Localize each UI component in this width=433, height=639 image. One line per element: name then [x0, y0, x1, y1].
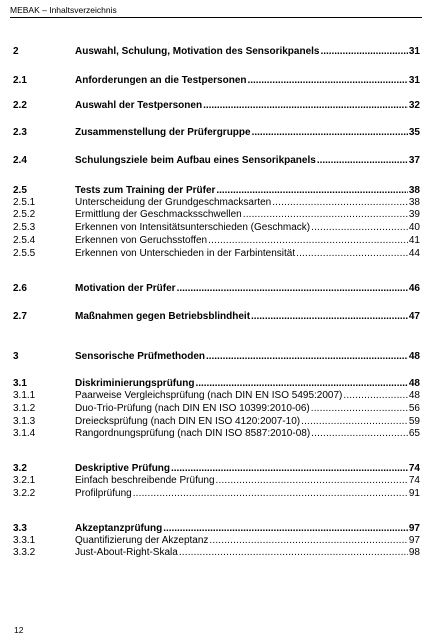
toc-entry-number: 3.1.2 — [13, 403, 36, 414]
toc-entry-title: Tests zum Training der Prüfer — [75, 185, 216, 196]
toc-entry-title: Rangordnungsprüfung (nach DIN ISO 8587:2010-08) — [75, 428, 311, 439]
toc-entry-page: 44 — [408, 248, 420, 259]
toc-dot-leader — [317, 155, 408, 167]
toc-entry-number: 2.3 — [13, 127, 27, 138]
toc-entry[interactable] — [0, 403, 433, 415]
toc-entry-title: Sensorische Prüfmethoden — [75, 351, 206, 362]
toc-dot-leader — [179, 547, 408, 559]
toc-entry-title: Ermittlung der Geschmacksschwellen — [75, 209, 242, 220]
toc-dot-leader — [243, 209, 408, 221]
toc-entry-title: Zusammenstellung der Prüfergruppe — [75, 127, 251, 138]
toc-dot-leader — [311, 403, 408, 415]
toc-entry-number: 3.2 — [13, 463, 27, 474]
toc-entry-number: 2.7 — [13, 311, 27, 322]
toc-entry[interactable] — [0, 378, 433, 390]
toc-entry-line — [75, 351, 420, 363]
toc-entry-line — [75, 311, 420, 323]
toc-entry-title: Unterscheidung der Grundgeschmacksarten — [75, 197, 272, 208]
toc-dot-leader — [321, 46, 408, 58]
toc-entry[interactable] — [0, 523, 433, 535]
toc-dot-leader — [171, 463, 408, 475]
toc-entry-number: 3.1.3 — [13, 416, 36, 427]
toc-dot-leader — [177, 283, 408, 295]
toc-dot-leader — [343, 390, 408, 402]
toc-dot-leader — [216, 475, 408, 487]
toc-entry-title: Maßnahmen gegen Betriebsblindheit — [75, 311, 251, 322]
toc-entry-title: Erkennen von Unterschieden in der Farbintensität — [75, 248, 296, 259]
toc-entry-title: Duo-Trio-Prüfung (nach DIN EN ISO 10399:2010-06) — [75, 403, 310, 414]
toc-dot-leader — [296, 248, 408, 260]
toc-entry-title: Erkennen von Intensitätsunterschieden (Geschmack) — [75, 222, 311, 233]
toc-entry-line — [75, 75, 420, 87]
toc-entry-number: 3.3.1 — [13, 535, 36, 546]
toc-dot-leader — [208, 235, 408, 247]
toc-entry-line — [75, 535, 420, 547]
toc-entry-line — [75, 416, 420, 428]
toc-entry-page: 35 — [408, 127, 420, 138]
toc-entry[interactable] — [0, 428, 433, 440]
toc-dot-leader — [311, 428, 408, 440]
toc-entry-number: 3.3.2 — [13, 547, 36, 558]
running-header: MEBAK – Inhaltsverzeichnis — [10, 5, 117, 15]
toc-entry-page: 97 — [408, 523, 420, 534]
toc-entry-page: 56 — [408, 403, 420, 414]
toc-entry[interactable] — [0, 535, 433, 547]
toc-entry[interactable] — [0, 127, 433, 139]
toc-entry[interactable] — [0, 547, 433, 559]
toc-dot-leader — [311, 222, 408, 234]
toc-entry[interactable] — [0, 100, 433, 112]
toc-entry-title: Diskriminierungsprüfung — [75, 378, 195, 389]
toc-dot-leader — [203, 100, 408, 112]
toc-entry-title: Dreiecksprüfung (nach DIN EN ISO 4120:2007-10) — [75, 416, 301, 427]
toc-entry[interactable] — [0, 351, 433, 363]
toc-entry-page: 37 — [408, 155, 420, 166]
toc-entry-number: 2.6 — [13, 283, 27, 294]
toc-entry-page: 38 — [408, 185, 420, 196]
toc-entry-title: Erkennen von Geruchsstoffen — [75, 235, 208, 246]
toc-entry[interactable] — [0, 209, 433, 221]
toc-entry-number: 2.5.5 — [13, 248, 36, 259]
toc-entry-number: 3 — [13, 351, 19, 362]
toc-entry-page: 48 — [408, 351, 420, 362]
toc-entry-line — [75, 475, 420, 487]
toc-entry-line — [75, 283, 420, 295]
toc-entry-number: 3.3 — [13, 523, 27, 534]
toc-entry-number: 2.2 — [13, 100, 27, 111]
toc-entry-line — [75, 463, 420, 475]
toc-entry-line — [75, 403, 420, 415]
toc-entry[interactable] — [0, 197, 433, 209]
toc-entry-title: Profilprüfung — [75, 488, 132, 499]
toc-entry-number: 3.1.4 — [13, 428, 36, 439]
header-rule — [10, 17, 422, 18]
toc-entry-page: 91 — [408, 488, 420, 499]
toc-entry-title: Schulungsziele beim Aufbau eines Sensorikpanels — [75, 155, 316, 166]
toc-entry-page: 41 — [408, 235, 420, 246]
toc-entry-line — [75, 248, 420, 260]
toc-entry-title: Motivation der Prüfer — [75, 283, 176, 294]
toc-entry[interactable] — [0, 155, 433, 167]
toc-entry[interactable] — [0, 475, 433, 487]
toc-entry-page: 74 — [408, 475, 420, 486]
toc-entry-title: Auswahl, Schulung, Motivation des Sensorikpanels — [75, 46, 320, 57]
toc-entry-page: 31 — [408, 46, 420, 57]
toc-dot-leader — [301, 416, 408, 428]
toc-entry-title: Just-About-Right-Skala — [75, 547, 178, 558]
toc-entry-number: 2.5.4 — [13, 235, 36, 246]
toc-entry-title: Paarweise Vergleichsprüfung (nach DIN EN ISO 5495:2007) — [75, 390, 343, 401]
toc-dot-leader — [163, 523, 408, 535]
toc-entry-page: 46 — [408, 283, 420, 294]
toc-entry-line — [75, 209, 420, 221]
toc-dot-leader — [272, 197, 408, 209]
toc-entry-line — [75, 197, 420, 209]
toc-entry-line — [75, 547, 420, 559]
toc-entry-page: 31 — [408, 75, 420, 86]
toc-dot-leader — [216, 185, 407, 197]
toc-entry[interactable] — [0, 311, 433, 323]
toc-entry-line — [75, 127, 420, 139]
toc-entry[interactable] — [0, 416, 433, 428]
toc-dot-leader — [133, 488, 408, 500]
toc-entry-number: 3.2.1 — [13, 475, 36, 486]
toc-entry[interactable] — [0, 283, 433, 295]
toc-entry-page: 40 — [408, 222, 420, 233]
toc-entry-number: 2 — [13, 46, 19, 57]
toc-entry-page: 48 — [408, 378, 420, 389]
toc-entry-line — [75, 523, 420, 535]
toc-entry-line — [75, 46, 420, 58]
toc-entry-number: 3.1 — [13, 378, 27, 389]
toc-entry-number: 2.5 — [13, 185, 27, 196]
toc-entry-page: 47 — [408, 311, 420, 322]
toc-entry-title: Deskriptive Prüfung — [75, 463, 171, 474]
toc-entry[interactable] — [0, 185, 433, 197]
toc-entry-number: 2.5.3 — [13, 222, 36, 233]
toc-entry[interactable] — [0, 463, 433, 475]
toc-entry-line — [75, 235, 420, 247]
toc-entry-title: Akzeptanzprüfung — [75, 523, 163, 534]
toc-entry-page: 97 — [408, 535, 420, 546]
toc-entry-line — [75, 222, 420, 234]
toc-dot-leader — [195, 378, 407, 390]
toc-entry[interactable] — [0, 235, 433, 247]
toc-entry-page: 65 — [408, 428, 420, 439]
toc-dot-leader — [248, 75, 408, 87]
toc-entry-number: 2.5.1 — [13, 197, 36, 208]
toc-entry-number: 2.1 — [13, 75, 27, 86]
toc-entry[interactable] — [0, 75, 433, 87]
toc-entry-title: Quantifizierung der Akzeptanz — [75, 535, 209, 546]
toc-entry-line — [75, 155, 420, 167]
toc-entry-page: 98 — [408, 547, 420, 558]
toc-dot-leader — [251, 311, 408, 323]
toc-entry-number: 3.2.2 — [13, 488, 36, 499]
toc-entry[interactable] — [0, 488, 433, 500]
toc-entry-page: 48 — [408, 390, 420, 401]
toc-entry-line — [75, 428, 420, 440]
toc-entry-page: 38 — [408, 197, 420, 208]
toc-dot-leader — [252, 127, 408, 139]
toc-entry[interactable] — [0, 248, 433, 260]
toc-dot-leader — [209, 535, 407, 547]
toc-entry-line — [75, 100, 420, 112]
toc-dot-leader — [206, 351, 408, 363]
toc-entry-line — [75, 488, 420, 500]
toc-entry-title: Anforderungen an die Testpersonen — [75, 75, 247, 86]
toc-entry-number: 2.4 — [13, 155, 27, 166]
toc-entry-number: 3.1.1 — [13, 390, 36, 401]
toc-entry-title: Auswahl der Testpersonen — [75, 100, 203, 111]
toc-entry-line — [75, 390, 420, 402]
toc-entry-page: 32 — [408, 100, 420, 111]
toc-entry-title: Einfach beschreibende Prüfung — [75, 475, 215, 486]
toc-entry-page: 39 — [408, 209, 420, 220]
page-number: 12 — [14, 625, 24, 635]
toc-entry-page: 74 — [408, 463, 420, 474]
toc-entry-page: 59 — [408, 416, 420, 427]
toc-entry-line — [75, 378, 420, 390]
toc-entry-number: 2.5.2 — [13, 209, 36, 220]
toc-entry[interactable] — [0, 390, 433, 402]
toc-entry-line — [75, 185, 420, 197]
toc-entry[interactable] — [0, 222, 433, 234]
toc-entry[interactable] — [0, 46, 433, 58]
